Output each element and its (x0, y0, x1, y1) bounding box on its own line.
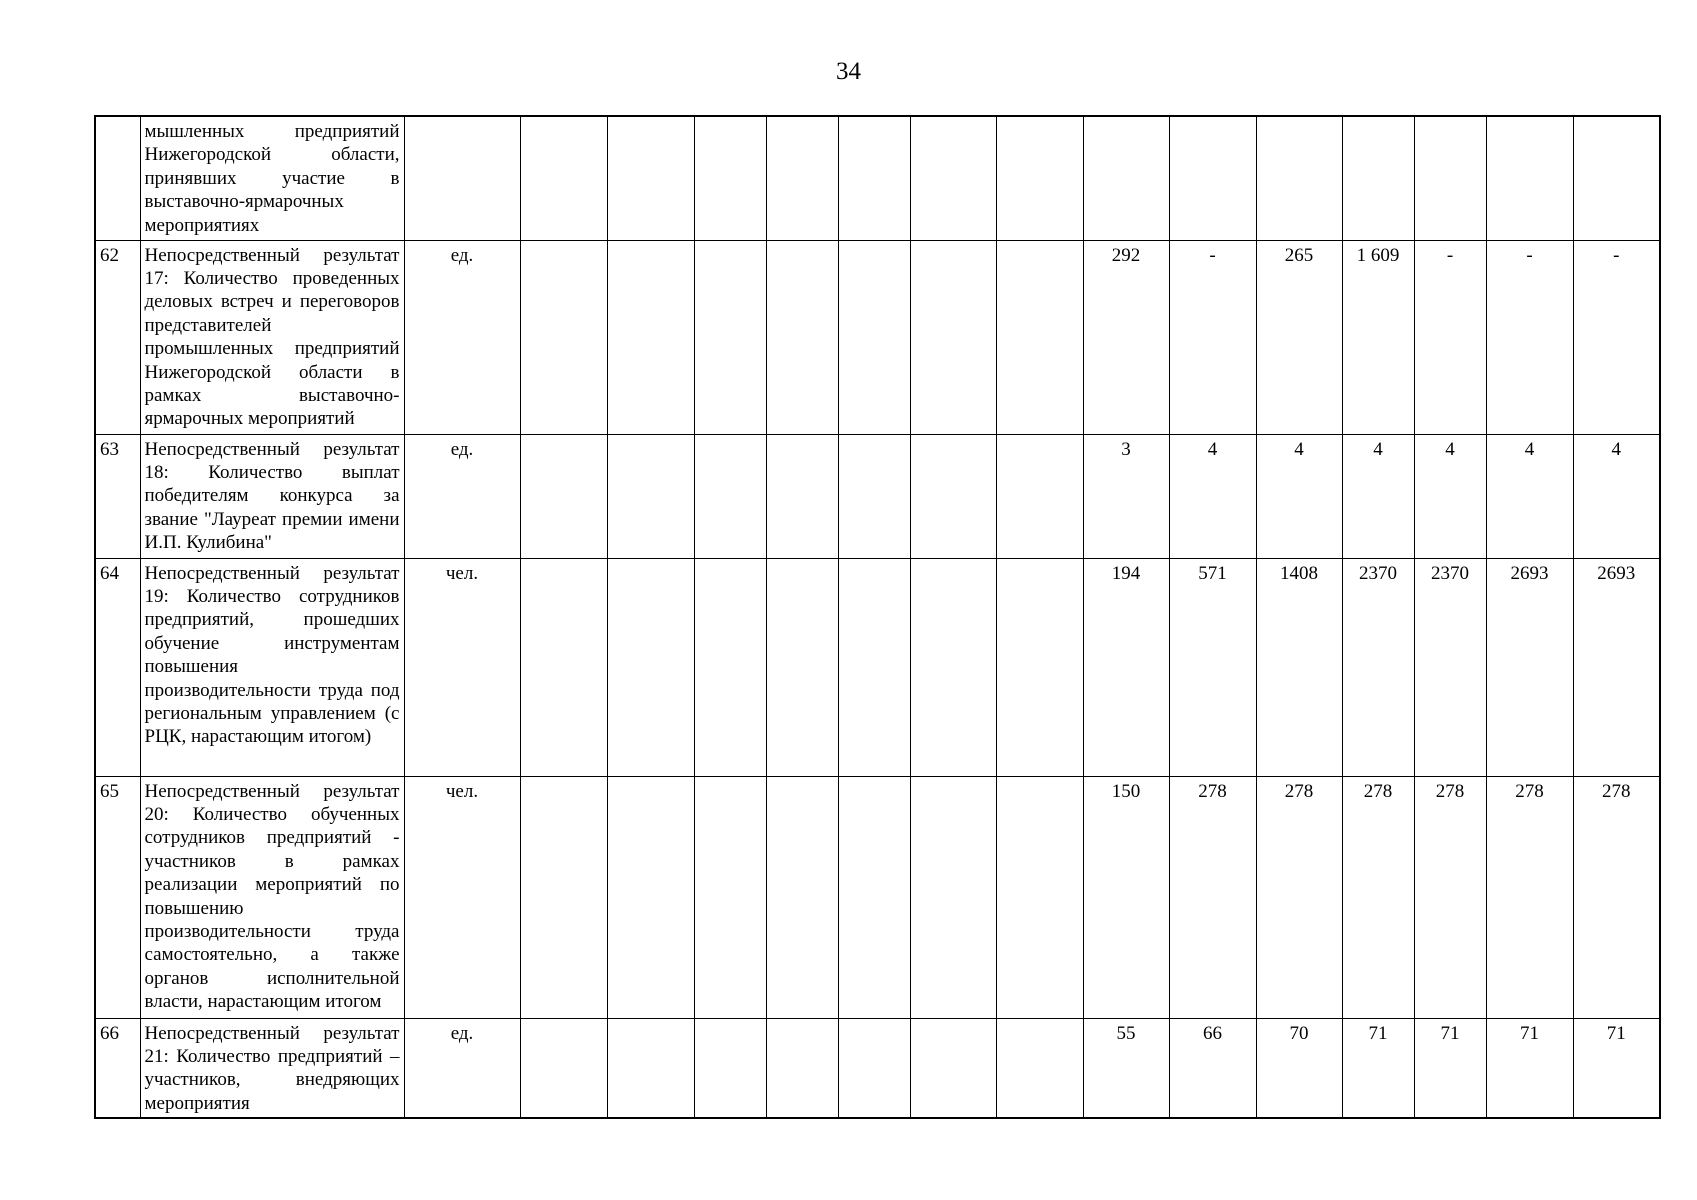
value-cell (520, 1018, 607, 1118)
value-cell (838, 434, 910, 558)
unit-cell: чел. (404, 558, 520, 776)
value-cell: 278 (1486, 776, 1573, 1018)
unit-cell (404, 116, 520, 240)
value-cell: 2693 (1573, 558, 1660, 776)
value-cell (766, 116, 838, 240)
table-row (95, 240, 1660, 434)
value-cell (1083, 116, 1169, 240)
value-cell (1169, 116, 1256, 240)
value-cell: 55 (1083, 1018, 1169, 1118)
value-cell: 71 (1486, 1018, 1573, 1118)
value-cell: 3 (1083, 434, 1169, 558)
value-cell (520, 240, 607, 434)
value-cell (694, 776, 766, 1018)
value-cell (996, 1018, 1083, 1118)
table-row (95, 558, 1660, 776)
value-cell: 278 (1342, 776, 1414, 1018)
table-row (95, 434, 1660, 558)
value-cell: - (1573, 240, 1660, 434)
value-cell (766, 776, 838, 1018)
value-cell (607, 434, 694, 558)
row-number-cell: 65 (95, 776, 140, 1018)
page-number: 34 (836, 58, 861, 85)
value-cell: 2370 (1342, 558, 1414, 776)
indicator-name-cell: Непосредственный результат 19: Количество сотрудников предприятий, прошедших обучение инструментам повышения производительности труда под региональным управлением (с РЦК, нарастающим итогом) (140, 558, 404, 776)
value-cell: 2693 (1486, 558, 1573, 776)
value-cell (694, 1018, 766, 1118)
value-cell (607, 558, 694, 776)
value-cell: 4 (1573, 434, 1660, 558)
row-number-cell: 64 (95, 558, 140, 776)
value-cell (1342, 116, 1414, 240)
unit-cell: ед. (404, 240, 520, 434)
value-cell (1256, 116, 1342, 240)
value-cell: 4 (1256, 434, 1342, 558)
table-row (95, 1018, 1660, 1118)
value-cell: - (1486, 240, 1573, 434)
unit-cell: ед. (404, 434, 520, 558)
value-cell (1573, 116, 1660, 240)
value-cell: 278 (1573, 776, 1660, 1018)
indicator-name-cell: Непосредственный результат 18: Количество выплат победителям конкурса за звание "Лауреат премии имени И.П. Кулибина" (140, 434, 404, 558)
value-cell: - (1169, 240, 1256, 434)
value-cell (1414, 116, 1486, 240)
value-cell: 194 (1083, 558, 1169, 776)
value-cell: 278 (1169, 776, 1256, 1018)
value-cell (607, 776, 694, 1018)
value-cell (838, 776, 910, 1018)
value-cell (838, 116, 910, 240)
value-cell (1486, 116, 1573, 240)
value-cell (694, 116, 766, 240)
value-cell (766, 240, 838, 434)
indicator-name-cell: мышленных предприятий Нижегородской области, принявших участие в выставочно-ярмарочных мероприятиях (140, 116, 404, 240)
value-cell: 278 (1256, 776, 1342, 1018)
value-cell: 2370 (1414, 558, 1486, 776)
value-cell (520, 434, 607, 558)
unit-cell: ед. (404, 1018, 520, 1118)
value-cell: 4 (1414, 434, 1486, 558)
value-cell (996, 776, 1083, 1018)
value-cell: - (1414, 240, 1486, 434)
table-row (95, 116, 1660, 240)
value-cell (607, 1018, 694, 1118)
value-cell: 1 609 (1342, 240, 1414, 434)
value-cell (996, 558, 1083, 776)
value-cell (520, 558, 607, 776)
row-number-cell: 66 (95, 1018, 140, 1118)
value-cell (607, 240, 694, 434)
value-cell (996, 116, 1083, 240)
value-cell: 150 (1083, 776, 1169, 1018)
row-number-cell (95, 116, 140, 240)
value-cell (910, 1018, 996, 1118)
value-cell (607, 116, 694, 240)
value-cell (996, 434, 1083, 558)
value-cell: 66 (1169, 1018, 1256, 1118)
value-cell: 265 (1256, 240, 1342, 434)
value-cell (838, 558, 910, 776)
value-cell (694, 240, 766, 434)
value-cell (910, 558, 996, 776)
value-cell (996, 240, 1083, 434)
value-cell (910, 776, 996, 1018)
value-cell (520, 116, 607, 240)
value-cell (910, 434, 996, 558)
value-cell (766, 558, 838, 776)
value-cell: 4 (1486, 434, 1573, 558)
value-cell (910, 240, 996, 434)
value-cell (910, 116, 996, 240)
indicator-name-cell: Непосредственный результат 21: Количество предприятий – участников, внедряющих мероприятия (140, 1018, 404, 1118)
value-cell: 71 (1414, 1018, 1486, 1118)
unit-cell: чел. (404, 776, 520, 1018)
value-cell (838, 240, 910, 434)
value-cell (766, 434, 838, 558)
value-cell: 4 (1342, 434, 1414, 558)
value-cell (838, 1018, 910, 1118)
row-number-cell: 62 (95, 240, 140, 434)
value-cell: 278 (1414, 776, 1486, 1018)
value-cell (766, 1018, 838, 1118)
indicators-table (94, 115, 1661, 1119)
value-cell (520, 776, 607, 1018)
value-cell: 4 (1169, 434, 1256, 558)
row-number-cell: 63 (95, 434, 140, 558)
value-cell: 1408 (1256, 558, 1342, 776)
value-cell: 71 (1342, 1018, 1414, 1118)
value-cell: 571 (1169, 558, 1256, 776)
value-cell: 292 (1083, 240, 1169, 434)
value-cell: 70 (1256, 1018, 1342, 1118)
value-cell (694, 558, 766, 776)
table-row (95, 776, 1660, 1018)
value-cell (694, 434, 766, 558)
indicator-name-cell: Непосредственный результат 17: Количество проведенных деловых встреч и переговоров представителей промышленных предприятий Нижегородской области в рамках выставочно-ярмарочных мероприятий (140, 240, 404, 434)
value-cell: 71 (1573, 1018, 1660, 1118)
indicator-name-cell: Непосредственный результат 20: Количество обученных сотрудников предприятий - участников в рамках реализации мероприятий по повышению производительности труда самостоятельно, а также органов исполнительной власти, нарастающим итогом (140, 776, 404, 1018)
